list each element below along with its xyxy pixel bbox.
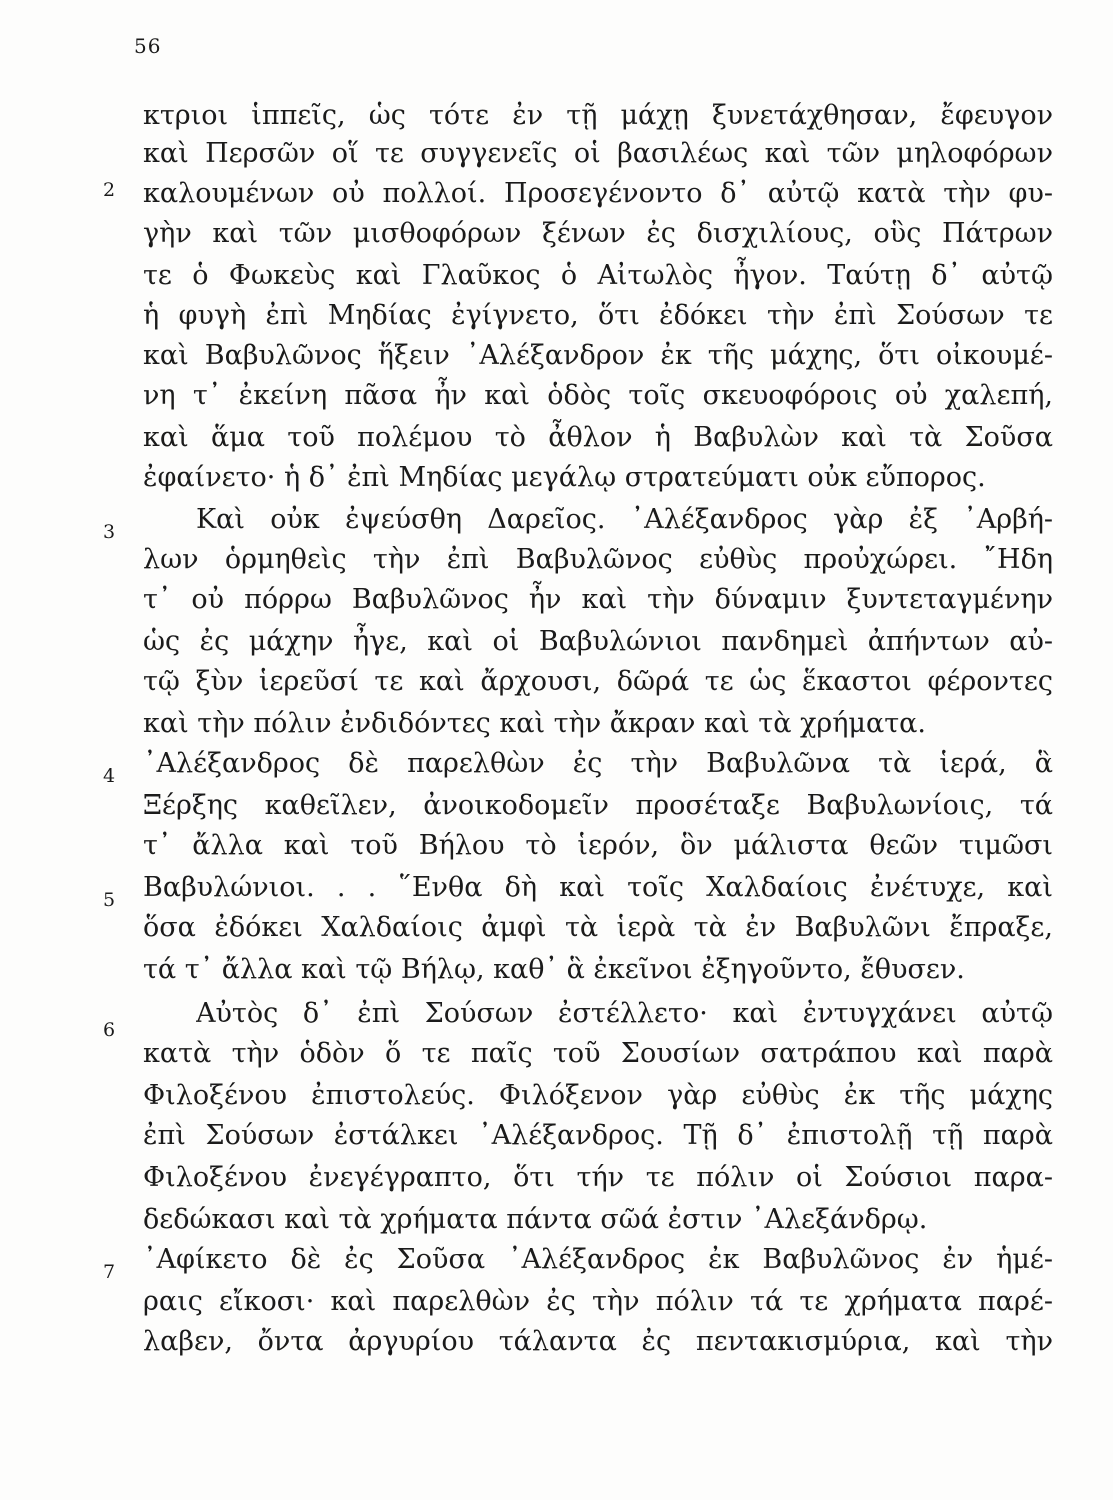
text-line: γὴν καὶ τῶν μισθοφόρων ξένων ἐς δισχιλίους, οὓς Πάτρων bbox=[143, 218, 1053, 249]
text-line: λων ὁρμηθεὶς τὴν ἐπὶ Βαβυλῶνος εὐθὺς προὐχώρει. ῎Ηδη bbox=[143, 544, 1053, 575]
section-number-4: 4 bbox=[103, 765, 116, 787]
section-number-6: 6 bbox=[103, 1019, 116, 1041]
text-line: τά τ᾿ ἄλλα καὶ τῷ Βήλῳ, καθ᾿ ἃ ἐκεῖνοι ἐξηγοῦντο, ἔθυσεν. bbox=[143, 954, 965, 985]
text-line: καὶ Βαβυλῶνος ἥξειν ᾿Αλέξανδρον ἐκ τῆς μάχης, ὅτι οἰκουμέ- bbox=[143, 340, 1053, 371]
text-line: ἐπὶ Σούσων ἐστάλκει ᾿Αλέξανδρος. Τῇ δ᾿ ἐπιστολῇ τῇ παρὰ bbox=[143, 1120, 1053, 1151]
text-line: κατὰ τὴν ὁδὸν ὅ τε παῖς τοῦ Σουσίων σατράπου καὶ παρὰ bbox=[143, 1038, 1053, 1069]
text-line: ᾿Αλέξανδρος δὲ παρελθὼν ἐς τὴν Βαβυλῶνα τὰ ἱερά, ἃ bbox=[143, 748, 1053, 779]
text-line: τ᾿ οὐ πόρρω Βαβυλῶνος ἦν καὶ τὴν δύναμιν ξυντεταγμένην bbox=[143, 584, 1053, 615]
text-line: λαβεν, ὄντα ἀργυρίου τάλαντα ἐς πεντακισμύρια, καὶ τὴν bbox=[143, 1326, 1053, 1357]
section-number-2: 2 bbox=[103, 179, 116, 201]
text-line: Ξέρξης καθεῖλεν, ἀνοικοδομεῖν προσέταξε Βαβυλωνίοις, τά bbox=[143, 790, 1053, 821]
section-number-5: 5 bbox=[103, 889, 116, 911]
text-line: τ᾿ ἄλλα καὶ τοῦ Βήλου τὸ ἱερόν, ὃν μάλιστα θεῶν τιμῶσι bbox=[143, 830, 1053, 861]
text-line: ἐφαίνετο· ἡ δ᾿ ἐπὶ Μηδίας μεγάλῳ στρατεύματι οὐκ εὔπορος. bbox=[143, 462, 986, 493]
text-line: ᾿Αφίκετο δὲ ἐς Σοῦσα ᾿Αλέξανδρος ἐκ Βαβυλῶνος ἐν ἡμέ- bbox=[143, 1244, 1053, 1275]
text-line: τε ὁ Φωκεὺς καὶ Γλαῦκος ὁ Αἰτωλὸς ἦγον. Ταύτῃ δ᾿ αὐτῷ bbox=[143, 260, 1053, 291]
text-line: καὶ Περσῶν οἵ τε συγγενεῖς οἱ βασιλέως καὶ τῶν μηλοφόρων bbox=[143, 138, 1053, 169]
text-line: Φιλοξένου ἐνεγέγραπτο, ὅτι τήν τε πόλιν οἱ Σούσιοι παρα- bbox=[143, 1162, 1053, 1193]
text-line: καὶ τὴν πόλιν ἐνδιδόντες καὶ τὴν ἄκραν καὶ τὰ χρήματα. bbox=[143, 708, 926, 739]
text-line: ραις εἴκοσι· καὶ παρελθὼν ἐς τὴν πόλιν τά τε χρήματα παρέ- bbox=[143, 1286, 1053, 1317]
text-line: Φιλοξένου ἐπιστολεύς. Φιλόξενον γὰρ εὐθὺς ἐκ τῆς μάχης bbox=[143, 1080, 1053, 1111]
page-number: 56 bbox=[134, 34, 162, 58]
text-line: τῷ ξὺν ἱερεῦσί τε καὶ ἄρχουσι, δῶρά τε ὡς ἕκαστοι φέροντες bbox=[143, 666, 1053, 697]
text-line: Αὐτὸς δ᾿ ἐπὶ Σούσων ἐστέλλετο· καὶ ἐντυγχάνει αὐτῷ bbox=[196, 998, 1053, 1029]
text-line: καλουμένων οὐ πολλοί. Προσεγένοντο δ᾿ αὐτῷ κατὰ τὴν φυ- bbox=[143, 178, 1053, 209]
text-line: ὡς ἐς μάχην ἦγε, καὶ οἱ Βαβυλώνιοι πανδημεὶ ἀπήντων αὐ- bbox=[143, 626, 1053, 657]
text-line: Βαβυλώνιοι. . . ῞Ενθα δὴ καὶ τοῖς Χαλδαίοις ἐνέτυχε, καὶ bbox=[143, 872, 1053, 903]
section-number-7: 7 bbox=[103, 1261, 116, 1283]
text-line: ἡ φυγὴ ἐπὶ Μηδίας ἐγίγνετο, ὅτι ἐδόκει τὴν ἐπὶ Σούσων τε bbox=[143, 300, 1053, 331]
section-number-3: 3 bbox=[103, 521, 116, 543]
text-line: νη τ᾿ ἐκείνη πᾶσα ἦν καὶ ὁδὸς τοῖς σκευοφόροις οὐ χαλεπή, bbox=[143, 380, 1053, 411]
text-line: κτριοι ἱππεῖς, ὡς τότε ἐν τῇ μάχῃ ξυνετάχθησαν, ἔφευγον bbox=[143, 100, 1053, 131]
text-line: καὶ ἅμα τοῦ πολέμου τὸ ἆθλον ἡ Βαβυλὼν καὶ τὰ Σοῦσα bbox=[143, 422, 1053, 453]
text-line: Καὶ οὐκ ἐψεύσθη Δαρεῖος. ᾿Αλέξανδρος γὰρ ἐξ ᾿Αρβή- bbox=[196, 504, 1053, 535]
text-line: ὅσα ἐδόκει Χαλδαίοις ἀμφὶ τὰ ἱερὰ τὰ ἐν Βαβυλῶνι ἔπραξε, bbox=[143, 912, 1053, 943]
text-line: δεδώκασι καὶ τὰ χρήματα πάντα σῶά ἐστιν ᾿Αλεξάνδρῳ. bbox=[143, 1204, 928, 1235]
